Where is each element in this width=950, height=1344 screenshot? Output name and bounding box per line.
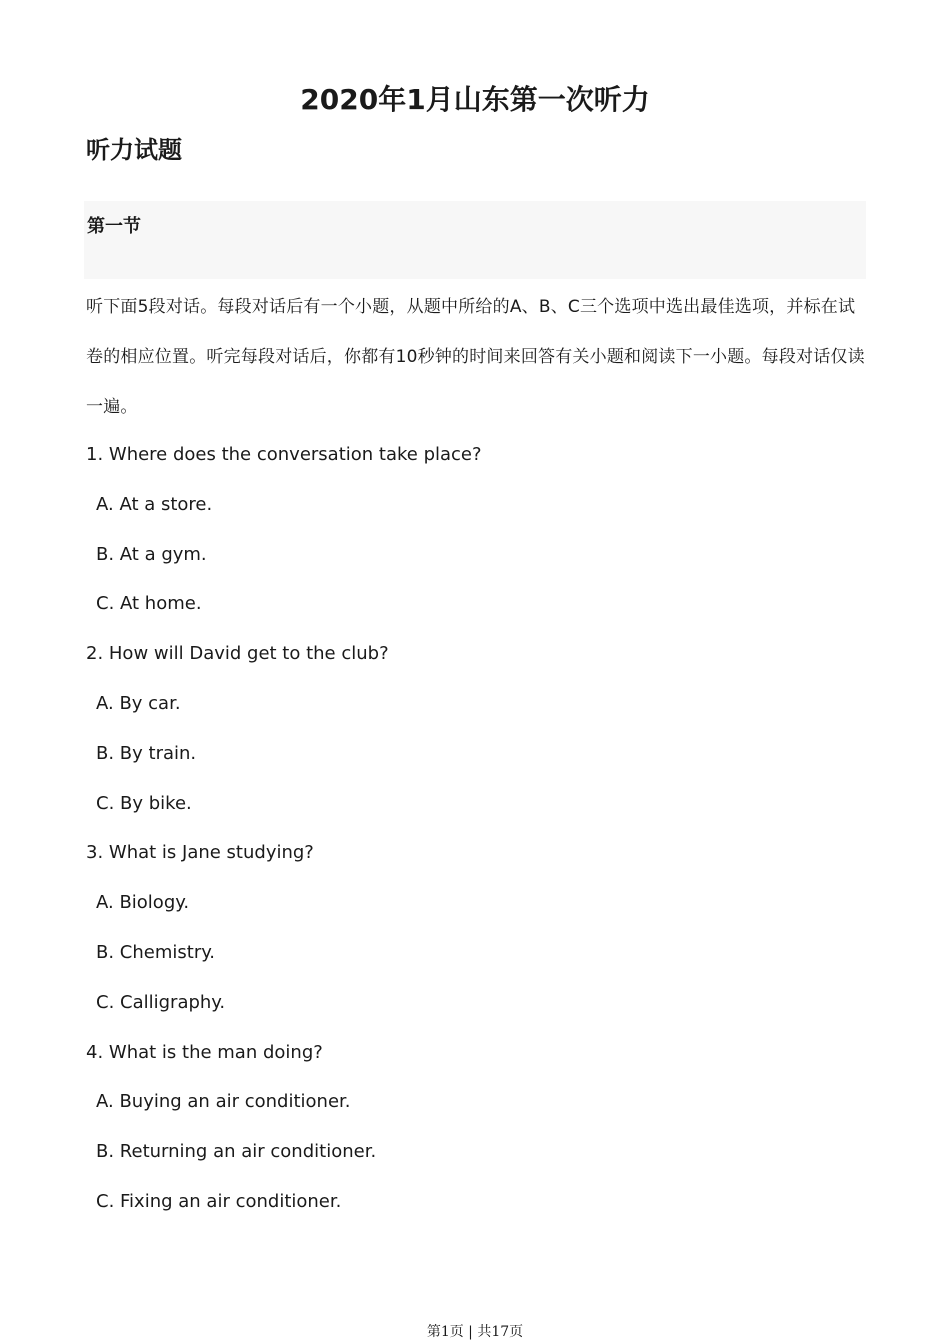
question-text: 2. How will David get to the club? [86,643,389,665]
question-list [86,430,870,1227]
question-block [86,828,870,1027]
page-footer: 第1页 | 共17页 [426,1324,524,1340]
answer-option: C. Fixing an air conditioner. [96,1190,342,1212]
answer-option: C. By bike. [96,792,192,814]
answer-option: A. At a store. [96,493,213,515]
question-block [86,430,870,629]
subsection-header [84,201,866,279]
answer-option: A. Biology. [96,892,190,914]
answer-option: C. At home. [96,593,202,615]
question-text: 1. Where does the conversation take place? [86,444,482,465]
answer-option: C. Calligraphy. [96,991,226,1013]
question-text: 4. What is the man doing? [86,1041,323,1063]
answer-option: B. Chemistry. [96,941,216,963]
question-text: 3. What is Jane studying? [86,842,314,864]
question-block [86,1028,870,1227]
instructions-paragraph: 听下面5段对话。每段对话后有一个小题，从题中所给的A、B、C三个选项中选出最佳选项，并标在试卷的相应位置。听完每段对话后，你都有10秒钟的时间来回答有关小题和阅读下一小题。每段对话仅读一遍。 [86,297,865,417]
question-block [86,629,870,828]
answer-option: A. Buying an air conditioner. [96,1091,351,1113]
answer-option: B. Returning an air conditioner. [96,1141,377,1163]
answer-option: B. At a gym. [96,543,207,565]
section-title: 听力试题 [86,136,182,164]
answer-option: A. By car. [96,692,181,714]
document-title: 2020年1月山东第一次听力 [300,83,650,116]
answer-option: B. By train. [96,742,197,764]
subsection-title: 第一节 [87,216,141,237]
